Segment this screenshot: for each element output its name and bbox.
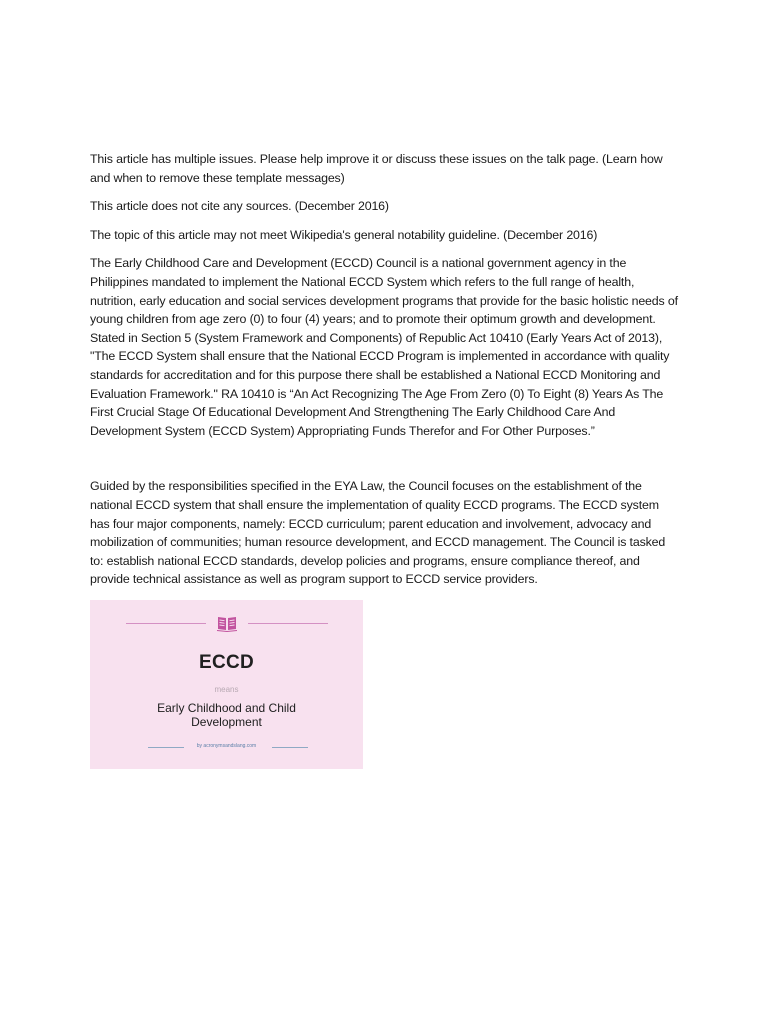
notice-no-sources: This article does not cite any sources. (December 2016)	[90, 199, 389, 214]
notice-multiple-issues: This article has multiple issues. Please help improve it or discuss these issues on the talk page. (Learn how and when to remove these template messages)	[90, 152, 663, 185]
article-paragraph-2: Guided by the responsibilities specified in the EYA Law, the Council focuses on the establishment of the national ECCD system that shall ensure the implementation of quality ECCD programs. The ECCD system has four major components, namely: ECCD curriculum; parent education and involvement, advocacy and mobilization of communities; human resource development, and ECCD management. The Council is tasked to: establish national ECCD standards, develop policies and programs, ensure compliance thereof, and provide technical assistance as well as program support to ECCD service providers.	[90, 479, 666, 587]
article-body	[90, 150, 680, 769]
acronym-expansion: Early Childhood and Child Development	[157, 700, 296, 729]
notice-notability: The topic of this article may not meet Wikipedia's general notability guideline. (December 2016)	[90, 227, 598, 242]
acronym-title: ECCD	[198, 651, 255, 673]
means-label: means	[214, 684, 239, 694]
decorative-rule	[126, 623, 206, 624]
eccd-acronym-image	[90, 600, 363, 769]
article-paragraph-1: The Early Childhood Care and Development (ECCD) Council is a national government agency in the Philippines mandated to implement the National ECCD System which refers to the full range of health, nutrition, early education and social services development programs that provide for the basic holistic needs of young children from age zero (0) to four (4) years; and to promote their optimum growth and development. Stated in Section 5 (System Framework and Components) of Republic Act 10410 (Early Years Act of 2013), "The ECCD System shall ensure that the National ECCD Program is implemented in accordance with quality standards for accreditation and for this purpose there shall be established a National ECCD Monitoring and Evaluation Framework." RA 10410 is “An Act Recognizing The Age From Zero (0) To Eight (8) Years As The First Crucial Stage Of Educational Development And Strengthening The Early Childhood Care And Development System (ECCD System) Appropriating Funds Therefor and For Other Purposes.”	[90, 256, 678, 438]
decorative-rule	[272, 747, 308, 748]
book-icon	[216, 614, 238, 632]
decorative-rule	[248, 623, 328, 624]
image-byline: by acronymsandslang.com	[196, 742, 257, 749]
